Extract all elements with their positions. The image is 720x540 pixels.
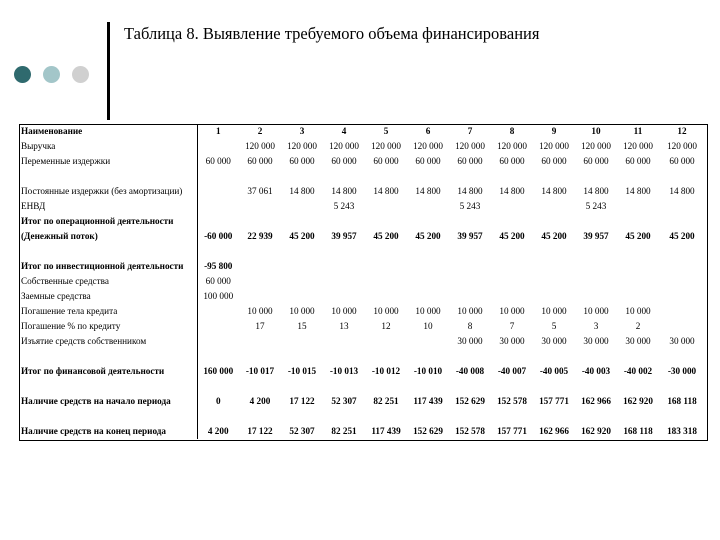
value-cell: 60 000 xyxy=(541,156,567,166)
value-cell xyxy=(659,304,705,319)
value-cell xyxy=(281,274,323,289)
value-cell: 10 000 xyxy=(289,306,315,316)
value-cell: 30 000 xyxy=(499,336,525,346)
value-cell: 152 629 xyxy=(455,396,485,406)
value-cell xyxy=(365,244,407,274)
value-cell xyxy=(407,334,449,349)
value-cell: 162 966 xyxy=(581,396,611,406)
value-cell: 14 800 xyxy=(625,186,651,196)
value-cell: 168 118 xyxy=(623,426,653,436)
value-cell: 120 000 xyxy=(539,141,569,151)
value-cell: -10 017 xyxy=(245,366,275,376)
value-cell xyxy=(659,319,705,334)
row-label-cell: Итог по финансовой деятельности xyxy=(19,349,197,379)
value-cell: 14 800 xyxy=(457,186,483,196)
title-divider xyxy=(107,22,110,120)
value-cell: 12 xyxy=(381,321,391,331)
value-cell: 120 000 xyxy=(455,141,485,151)
value-cell: 120 000 xyxy=(371,141,401,151)
value-cell: 120 000 xyxy=(667,141,697,151)
value-cell: 120 000 xyxy=(581,141,611,151)
value-cell xyxy=(407,274,449,289)
table-row xyxy=(19,244,705,274)
value-cell: 183 318 xyxy=(667,426,697,436)
value-cell: -40 007 xyxy=(497,366,527,376)
table-row xyxy=(19,319,705,334)
value-cell: 14 800 xyxy=(415,186,441,196)
value-cell xyxy=(365,199,407,214)
value-cell xyxy=(449,289,491,304)
row-label-cell: Заемные средства xyxy=(19,289,197,304)
row-label-cell: ЕНВД xyxy=(19,199,197,214)
value-cell: 160 000 xyxy=(203,366,234,376)
value-cell: 10 000 xyxy=(331,306,357,316)
value-cell: 10 000 xyxy=(373,306,399,316)
decor-dot-dark xyxy=(14,66,31,83)
value-cell xyxy=(197,334,239,349)
value-cell xyxy=(365,274,407,289)
table-row xyxy=(19,154,705,169)
table-row xyxy=(19,274,705,289)
value-cell: 45 200 xyxy=(541,231,567,241)
value-cell xyxy=(239,244,281,274)
header-cell: 10 xyxy=(591,126,601,136)
value-cell: 10 000 xyxy=(583,306,609,316)
decor-dot-light xyxy=(43,66,60,83)
row-label-cell: Погашение % по кредиту xyxy=(19,319,197,334)
value-cell xyxy=(617,244,659,274)
value-cell: 168 118 xyxy=(667,396,697,406)
row-label-cell: Наличие средств на начало периода xyxy=(19,379,197,409)
value-cell: -40 002 xyxy=(623,366,653,376)
slide-title: Таблица 8. Выявление требуемого объема финансирования xyxy=(124,24,540,43)
value-cell xyxy=(239,199,281,214)
value-cell xyxy=(281,334,323,349)
table-row xyxy=(19,199,705,214)
value-cell: 60 000 xyxy=(205,276,231,286)
value-cell: 37 061 xyxy=(247,186,273,196)
value-cell: 30 000 xyxy=(625,336,651,346)
value-cell: 5 243 xyxy=(459,201,481,211)
value-cell: 52 307 xyxy=(331,396,357,406)
value-cell xyxy=(575,244,617,274)
value-cell: 14 800 xyxy=(541,186,567,196)
value-cell: 60 000 xyxy=(205,156,231,166)
table-row xyxy=(19,409,705,439)
value-cell: -10 013 xyxy=(329,366,359,376)
value-cell: 82 251 xyxy=(331,426,357,436)
value-cell: 5 xyxy=(551,321,557,331)
value-cell xyxy=(239,289,281,304)
value-cell xyxy=(533,199,575,214)
value-cell: 45 200 xyxy=(373,231,399,241)
value-cell: 30 000 xyxy=(669,336,695,346)
value-cell: 39 957 xyxy=(583,231,609,241)
value-cell: 60 000 xyxy=(625,156,651,166)
value-cell: -40 008 xyxy=(455,366,485,376)
value-cell: 120 000 xyxy=(623,141,653,151)
value-cell: 3 xyxy=(593,321,599,331)
header-cell: 7 xyxy=(467,126,473,136)
value-cell xyxy=(197,319,239,334)
value-cell: 5 243 xyxy=(333,201,355,211)
value-cell: 39 957 xyxy=(457,231,483,241)
value-cell: 117 439 xyxy=(371,426,401,436)
header-cell: 3 xyxy=(299,126,305,136)
value-cell xyxy=(197,169,239,199)
value-cell: 30 000 xyxy=(583,336,609,346)
value-cell xyxy=(407,244,449,274)
value-cell: 120 000 xyxy=(245,141,275,151)
value-cell: 17 122 xyxy=(289,396,315,406)
value-cell: -10 015 xyxy=(287,366,317,376)
value-cell xyxy=(659,289,705,304)
value-cell xyxy=(617,289,659,304)
table-row xyxy=(19,139,705,154)
value-cell: 14 800 xyxy=(669,186,695,196)
value-cell xyxy=(323,244,365,274)
value-cell: 8 xyxy=(467,321,473,331)
row-label-cell: Погашение тела кредита xyxy=(19,304,197,319)
row-label-cell: Наличие средств на конец периода xyxy=(19,409,197,439)
value-cell: 10 xyxy=(423,321,433,331)
value-cell xyxy=(323,289,365,304)
value-cell: -10 012 xyxy=(371,366,401,376)
value-cell: 45 200 xyxy=(415,231,441,241)
header-cell: 1 xyxy=(215,126,221,136)
table-row xyxy=(19,334,705,349)
value-cell: 39 957 xyxy=(331,231,357,241)
value-cell: 60 000 xyxy=(669,156,695,166)
value-cell: 2 xyxy=(635,321,641,331)
table-row xyxy=(19,379,705,409)
value-cell: 4 200 xyxy=(249,396,271,406)
value-cell: 10 000 xyxy=(499,306,525,316)
value-cell: 15 xyxy=(297,321,307,331)
row-label-cell: Выручка xyxy=(19,139,197,154)
header-cell: 2 xyxy=(257,126,263,136)
value-cell: 60 000 xyxy=(289,156,315,166)
decor-dot-gray xyxy=(72,66,89,83)
value-cell xyxy=(533,244,575,274)
value-cell xyxy=(575,289,617,304)
value-cell: 60 000 xyxy=(331,156,357,166)
value-cell: 17 122 xyxy=(247,426,273,436)
value-cell: -30 000 xyxy=(667,366,697,376)
value-cell xyxy=(239,274,281,289)
financing-table xyxy=(19,124,706,439)
value-cell xyxy=(533,289,575,304)
value-cell xyxy=(281,199,323,214)
row-label-cell: Изъятие средств собственником xyxy=(19,334,197,349)
value-cell: 30 000 xyxy=(457,336,483,346)
table-row xyxy=(19,304,705,319)
value-cell xyxy=(659,244,705,274)
value-cell xyxy=(365,334,407,349)
table-row xyxy=(19,214,705,244)
value-cell: 120 000 xyxy=(413,141,443,151)
header-cell: 5 xyxy=(383,126,389,136)
value-cell xyxy=(197,139,239,154)
value-cell: 14 800 xyxy=(289,186,315,196)
value-cell: 10 000 xyxy=(541,306,567,316)
value-cell: 52 307 xyxy=(289,426,315,436)
value-cell xyxy=(281,244,323,274)
value-cell: 17 xyxy=(255,321,265,331)
value-cell: 14 800 xyxy=(373,186,399,196)
value-cell xyxy=(659,199,705,214)
table-row xyxy=(19,349,705,379)
value-cell xyxy=(659,274,705,289)
value-cell: 0 xyxy=(215,396,221,406)
value-cell: -40 005 xyxy=(539,366,569,376)
value-cell: 152 629 xyxy=(413,426,443,436)
value-cell xyxy=(491,274,533,289)
value-cell: 157 771 xyxy=(497,426,527,436)
header-cell: 11 xyxy=(633,126,643,136)
value-cell: 162 966 xyxy=(539,426,569,436)
value-cell: 100 000 xyxy=(203,291,234,301)
value-cell: 60 000 xyxy=(457,156,483,166)
value-cell: 60 000 xyxy=(373,156,399,166)
value-cell: 60 000 xyxy=(583,156,609,166)
value-cell: 10 000 xyxy=(415,306,441,316)
value-cell xyxy=(617,199,659,214)
value-cell xyxy=(239,334,281,349)
value-cell: 14 800 xyxy=(583,186,609,196)
value-cell: 152 578 xyxy=(497,396,527,406)
value-cell: 162 920 xyxy=(623,396,653,406)
value-cell xyxy=(449,274,491,289)
value-cell xyxy=(407,289,449,304)
value-cell: -40 003 xyxy=(581,366,611,376)
row-label-cell: Итог по инвестиционной деятельности xyxy=(19,244,197,274)
value-cell xyxy=(449,244,491,274)
value-cell: 120 000 xyxy=(329,141,359,151)
value-cell: 10 000 xyxy=(457,306,483,316)
value-cell: 7 xyxy=(509,321,515,331)
value-cell: 45 200 xyxy=(499,231,525,241)
table-header-row xyxy=(19,124,705,139)
row-label-cell: Итог по операционной деятельности (Денежный поток) xyxy=(19,214,197,244)
value-cell xyxy=(323,334,365,349)
value-cell: 14 800 xyxy=(331,186,357,196)
value-cell: 45 200 xyxy=(625,231,651,241)
value-cell xyxy=(365,289,407,304)
value-cell: 117 439 xyxy=(413,396,443,406)
value-cell xyxy=(407,199,449,214)
value-cell: 10 000 xyxy=(247,306,273,316)
row-label-cell: Собственные средства xyxy=(19,274,197,289)
value-cell xyxy=(491,244,533,274)
value-cell: 162 920 xyxy=(581,426,611,436)
header-cell: Наименование xyxy=(19,124,197,139)
value-cell: 82 251 xyxy=(373,396,399,406)
value-cell: 120 000 xyxy=(287,141,317,151)
header-cell: 9 xyxy=(551,126,557,136)
header-cell: 6 xyxy=(425,126,431,136)
value-cell: 152 578 xyxy=(455,426,485,436)
value-cell xyxy=(575,274,617,289)
value-cell: 120 000 xyxy=(497,141,527,151)
row-label-cell: Постоянные издержки (без амортизации) xyxy=(19,169,197,199)
value-cell: 45 200 xyxy=(289,231,315,241)
value-cell: 10 000 xyxy=(625,306,651,316)
value-cell: -60 000 xyxy=(204,231,233,241)
table-row xyxy=(19,169,705,199)
value-cell xyxy=(491,289,533,304)
row-label-cell: Переменные издержки xyxy=(19,154,197,169)
value-cell xyxy=(617,274,659,289)
value-cell: 60 000 xyxy=(247,156,273,166)
value-cell: 5 243 xyxy=(585,201,607,211)
value-cell: -10 010 xyxy=(413,366,443,376)
table-row xyxy=(19,289,705,304)
header-cell: 8 xyxy=(509,126,515,136)
value-cell: 157 771 xyxy=(539,396,569,406)
value-cell xyxy=(197,304,239,319)
value-cell xyxy=(323,274,365,289)
value-cell: 4 200 xyxy=(207,426,229,436)
value-cell xyxy=(491,199,533,214)
header-cell: 4 xyxy=(341,126,347,136)
value-cell xyxy=(197,199,239,214)
value-cell xyxy=(281,289,323,304)
value-cell xyxy=(533,274,575,289)
value-cell: 14 800 xyxy=(499,186,525,196)
value-cell: 60 000 xyxy=(415,156,441,166)
value-cell: -95 800 xyxy=(204,261,233,271)
value-cell: 45 200 xyxy=(669,231,695,241)
value-cell: 22 939 xyxy=(247,231,273,241)
header-cell: 12 xyxy=(677,126,687,136)
value-cell: 60 000 xyxy=(499,156,525,166)
value-cell: 13 xyxy=(339,321,349,331)
value-cell: 30 000 xyxy=(541,336,567,346)
